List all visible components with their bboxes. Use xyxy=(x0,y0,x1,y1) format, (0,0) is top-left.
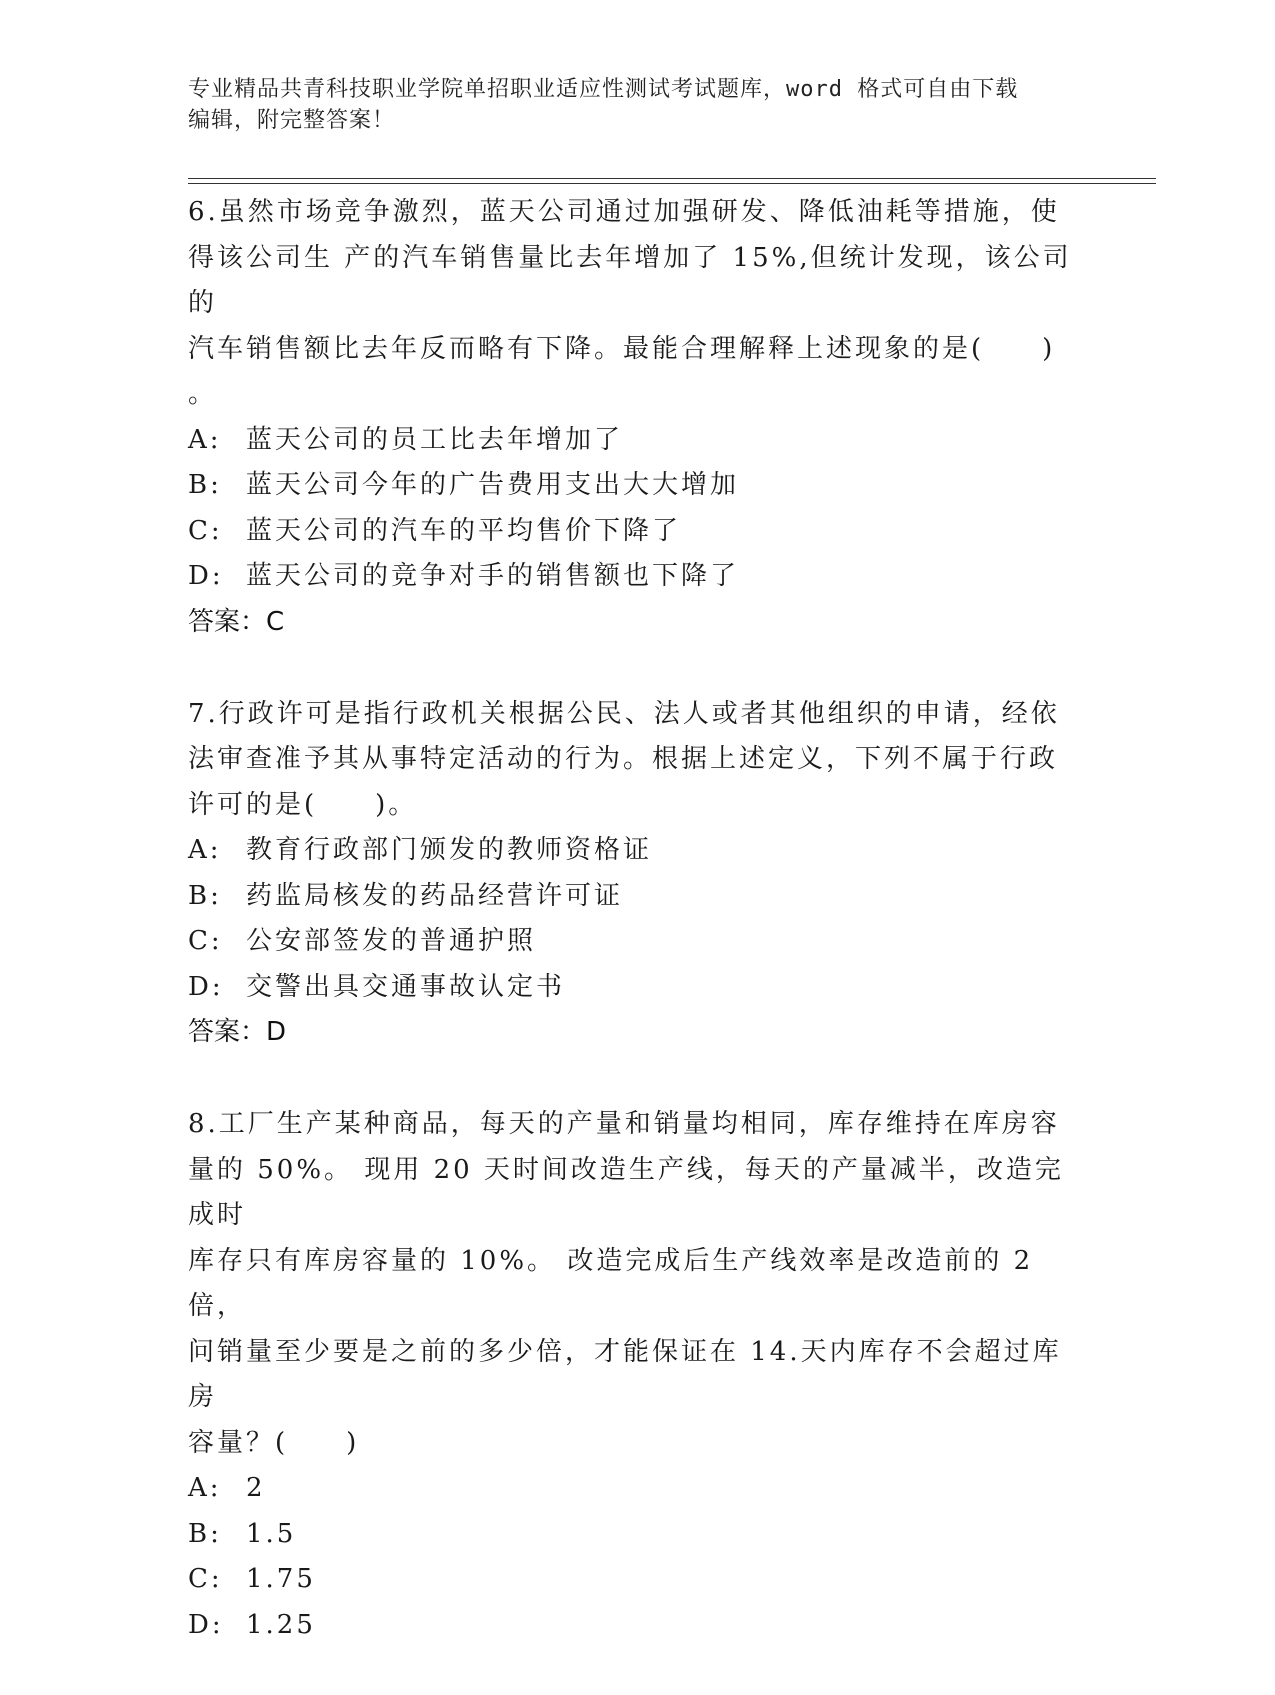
answer-label: 答案：D xyxy=(188,1017,287,1047)
question-stem-line: 许可的是( )。 xyxy=(188,789,418,820)
question-stem-line: 汽车销售额比去年反而略有下降。最能合理解释上述现象的是( ) xyxy=(188,333,1056,364)
question-stem-line: 法审查准予其从事特定活动的行为。根据上述定义，下列不属于行政 xyxy=(188,744,1059,774)
option-b xyxy=(188,874,1088,920)
question-stem-line: 。 xyxy=(188,379,218,409)
header-line-1: 专业精品共青科技职业学院单招职业适应性测试考试题库，word 格式可自由下载 xyxy=(188,77,1019,102)
option-text: 1.25 xyxy=(246,1609,316,1640)
header-divider-top xyxy=(188,178,1156,179)
question-stem-line: 6.虽然市场竞争激烈，蓝天公司通过加强研发、降低油耗等措施，使 xyxy=(188,197,1060,227)
option-d xyxy=(188,554,1088,600)
option-key: B: xyxy=(188,880,222,911)
option-text: 1.5 xyxy=(246,1518,297,1549)
option-a xyxy=(188,1466,1088,1512)
option-d xyxy=(188,1603,1088,1649)
option-key: A: xyxy=(188,424,222,455)
option-key: D: xyxy=(188,561,224,591)
header-line-2: 编辑，附完整答案！ xyxy=(188,108,396,133)
question-stem-line: 得该公司生 产的汽车销售量比去年增加了 15%,但统计发现，该公司的 xyxy=(188,242,1072,318)
option-text: 公安部签发的普通护照 xyxy=(246,926,537,956)
option-b xyxy=(188,1512,1088,1558)
option-text: 药监局核发的药品经营许可证 xyxy=(246,880,624,911)
option-key: C: xyxy=(188,515,223,546)
question-stem-line: 容量？( ) xyxy=(188,1427,360,1458)
option-key: A: xyxy=(188,835,222,865)
question-stem-line: 量的 50%。 现用 20 天时间改造生产线，每天的产量减半，改造完成时 xyxy=(188,1154,1064,1230)
option-text: 蓝天公司的员工比去年增加了 xyxy=(246,424,624,455)
option-key: B: xyxy=(188,470,222,500)
option-key: D: xyxy=(188,971,224,1002)
option-text: 蓝天公司的汽车的平均售价下降了 xyxy=(246,515,682,546)
option-c xyxy=(188,1557,1088,1603)
option-text: 蓝天公司的竞争对手的销售额也下降了 xyxy=(246,561,740,591)
header-divider-bottom xyxy=(188,183,1156,184)
document-header xyxy=(188,74,1068,136)
question-stem-line: 库存只有库房容量的 10%。 改造完成后生产线效率是改造前的 2 倍， xyxy=(188,1245,1034,1321)
option-key: B: xyxy=(188,1518,222,1549)
option-a xyxy=(188,828,1088,874)
question-list xyxy=(188,190,1088,1695)
option-key: C: xyxy=(188,926,223,956)
option-d xyxy=(188,965,1088,1011)
option-b xyxy=(188,463,1088,509)
option-c xyxy=(188,509,1088,555)
option-text: 2 xyxy=(246,1473,266,1503)
option-text: 蓝天公司今年的广告费用支出大大增加 xyxy=(246,470,740,500)
question-7 xyxy=(188,692,1088,1056)
option-text: 1.75 xyxy=(246,1564,316,1594)
answer-label: 答案：C xyxy=(188,606,285,637)
option-key: A: xyxy=(188,1473,222,1503)
question-6 xyxy=(188,190,1088,645)
option-text: 交警出具交通事故认定书 xyxy=(246,971,566,1002)
question-stem-line: 8.工厂生产某种商品，每天的产量和销量均相同，库存维持在库房容 xyxy=(188,1109,1060,1139)
option-key: C: xyxy=(188,1564,223,1594)
option-text: 教育行政部门颁发的教师资格证 xyxy=(246,835,653,865)
question-8 xyxy=(188,1102,1088,1648)
option-c xyxy=(188,919,1088,965)
option-a xyxy=(188,418,1088,464)
option-key: D: xyxy=(188,1609,224,1640)
question-stem-line: 7.行政许可是指行政机关根据公民、法人或者其他组织的申请，经依 xyxy=(188,698,1060,729)
question-stem-line: 问销量至少要是之前的多少倍，才能保证在 14.天内库存不会超过库房 xyxy=(188,1336,1062,1412)
